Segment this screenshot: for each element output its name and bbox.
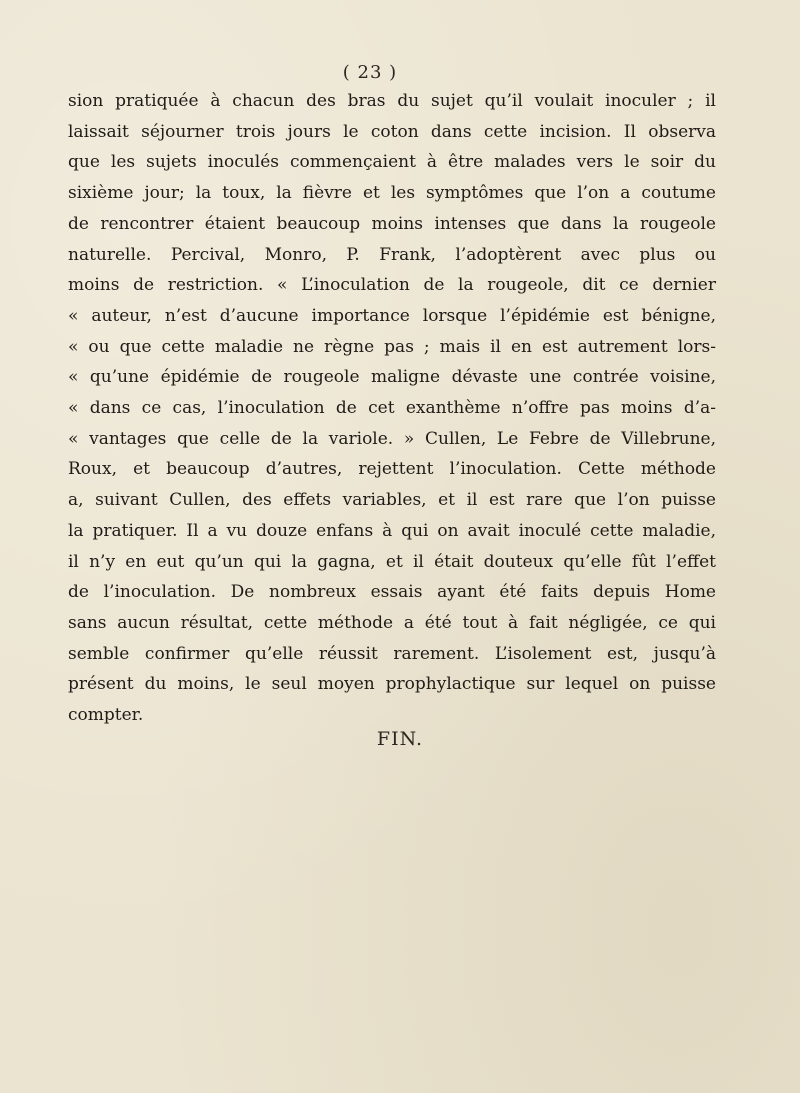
text-line: Roux, et beaucoup d’autres, rejettent l’inoculation. Cette méthode <box>68 459 716 480</box>
body-text <box>68 86 716 731</box>
text-line: sixième jour; la toux, la fièvre et les symptômes que l’on a coutume <box>68 183 716 204</box>
text-line: sans aucun résultat, cette méthode a été tout à fait négligée, ce qui <box>68 612 716 633</box>
text-line: « dans ce cas, l’inoculation de cet exanthème n’offre pas moins d’a- <box>68 398 716 419</box>
text-line: la pratiquer. Il a vu douze enfans à qui on avait inoculé cette maladie, <box>68 520 716 541</box>
text-line: présent du moins, le seul moyen prophylactique sur lequel on puisse <box>68 674 716 695</box>
text-line: « qu’une épidémie de rougeole maligne dévaste une contrée voisine, <box>68 367 716 388</box>
text-line: laissait séjourner trois jours le coton dans cette incision. Il observa <box>68 121 716 142</box>
text-line: de l’inoculation. De nombreux essais ayant été faits depuis Home <box>68 582 716 603</box>
text-line: semble confirmer qu’elle réussit rarement. L’isolement est, jusqu’à <box>68 643 716 664</box>
text-line: « vantages que celle de la variole. » Cullen, Le Febre de Villebrune, <box>68 428 716 449</box>
text-line: il n’y en eut qu’un qui la gagna, et il était douteux qu’elle fût l’effet <box>68 551 716 572</box>
text-line: sion pratiquée à chacun des bras du sujet qu’il voulait inoculer ; il <box>68 91 716 111</box>
end-mark: FIN. <box>376 728 424 750</box>
text-line: compter. <box>68 705 144 726</box>
text-line: que les sujets inoculés commençaient à être malades vers le soir du <box>68 152 716 173</box>
text-line: de rencontrer étaient beaucoup moins intenses que dans la rougeole <box>68 213 716 234</box>
text-line: « auteur, n’est d’aucune importance lorsque l’épidémie est bénigne, <box>68 305 716 326</box>
text-line: moins de restriction. « L’inoculation de la rougeole, dit ce dernier <box>68 275 716 296</box>
page-number: ( 23 ) <box>342 62 398 83</box>
text-line: naturelle. Percival, Monro, P. Frank, l’adoptèrent avec plus ou <box>68 244 716 265</box>
text-line: « ou que cette maladie ne règne pas ; mais il en est autrement lors- <box>68 336 716 357</box>
text-line: a, suivant Cullen, des effets variables, et il est rare que l’on puisse <box>68 490 716 511</box>
